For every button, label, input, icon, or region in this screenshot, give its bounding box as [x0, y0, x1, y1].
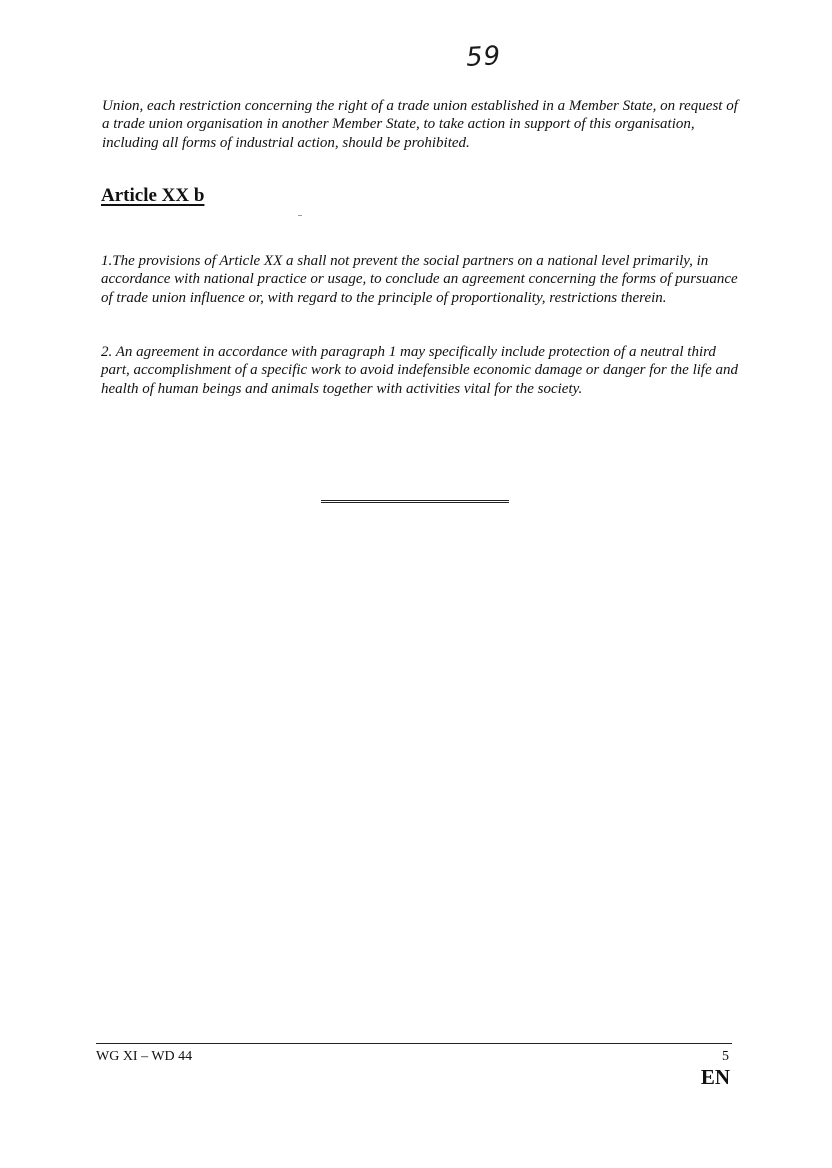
intro-paragraph: Union, each restriction concerning the right of a trade union established in a Member State, on request of a trade union organisation in another Member State, to take action in support of this organisation, including all forms of industrial action, should be prohibited. — [102, 98, 738, 151]
article-heading: Article XX b — [101, 185, 205, 206]
footer-divider — [96, 1043, 732, 1044]
footer-document-reference: WG XI – WD 44 — [96, 1049, 193, 1064]
end-of-text-double-rule — [321, 500, 509, 503]
scan-speck — [298, 215, 302, 216]
article-paragraph-1: 1.The provisions of Article XX a shall not prevent the social partners on a national level primarily, in accordance with national practice or usage, to conclude an agreement concerning the forms of pursuance of trade union influence or, with regard to the principle of proportionality, restrictions therein. — [101, 253, 738, 306]
footer-language-code: EN — [700, 1065, 730, 1089]
footer-page-number: 5 — [722, 1049, 729, 1064]
article-paragraph-2: 2. An agreement in accordance with paragraph 1 may specifically include protection of a neutral third part, accomplishment of a specific work to avoid indefensible economic damage or danger for the life and health of human beings and animals together with activities vital for the society. — [101, 344, 738, 397]
handwritten-page-number: 59 — [465, 41, 502, 73]
